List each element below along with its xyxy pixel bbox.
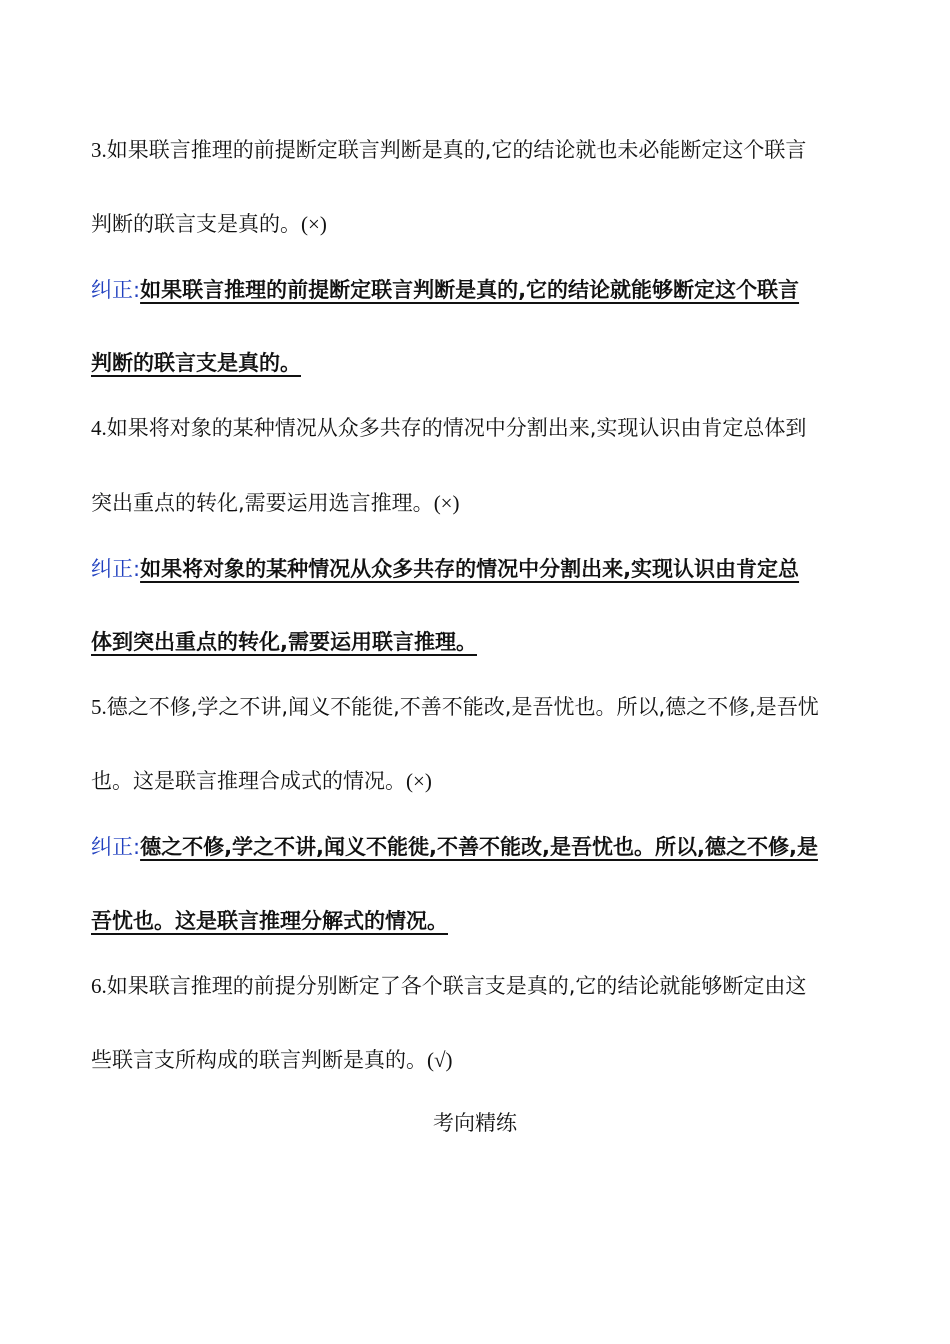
- item-4-correction-text-2: 体到突出重点的转化,需要运用联言推理。: [91, 630, 477, 654]
- item-3-line-2: [91, 210, 327, 238]
- item-4-text-1: 如果将对象的某种情况从众多共存的情况中分割出来,实现认识由肯定总体到: [106, 416, 807, 440]
- item-5-correction-line-1: [91, 833, 818, 861]
- item-6-mark: (√): [427, 1048, 453, 1072]
- item-3-mark: (×): [301, 212, 327, 236]
- item-6-text-2: 些联言支所构成的联言判断是真的。: [91, 1048, 427, 1072]
- item-4-line-1: [91, 414, 806, 442]
- item-4-text-2: 突出重点的转化,需要运用选言推理。: [91, 491, 434, 515]
- item-4-correction-line-1: [91, 555, 799, 583]
- item-3-line-1: [91, 136, 806, 164]
- item-4-correction-label: 纠正:: [91, 557, 141, 581]
- item-3-correction-label: 纠正:: [91, 278, 141, 302]
- item-3-correction-text-2: 判断的联言支是真的。: [91, 351, 301, 375]
- item-5-correction-line-2: [91, 907, 448, 935]
- item-6-text-1: 如果联言推理的前提分别断定了各个联言支是真的,它的结论就能够断定由这: [106, 974, 807, 998]
- item-3-correction-line-2: [91, 349, 301, 377]
- item-3-text-2: 判断的联言支是真的。: [91, 212, 301, 236]
- item-4-number: 4.: [91, 416, 107, 440]
- item-5-text-1: 德之不修,学之不讲,闻义不能徙,不善不能改,是吾忧也。所以,德之不修,是吾忧: [106, 695, 819, 719]
- item-6-number: 6.: [91, 974, 107, 998]
- item-3-correction-text-1: 如果联言推理的前提断定联言判断是真的,它的结论就能够断定这个联言: [140, 278, 800, 302]
- section-heading: 考向精练: [433, 1111, 517, 1135]
- item-5-mark: (×): [406, 769, 432, 793]
- item-4-mark: (×): [433, 491, 460, 515]
- item-4-correction-text-1: 如果将对象的某种情况从众多共存的情况中分割出来,实现认识由肯定总: [140, 557, 800, 581]
- item-3-text-1: 如果联言推理的前提断定联言判断是真的,它的结论就也未必能断定这个联言: [106, 138, 807, 162]
- item-4-correction-line-2: [91, 628, 477, 656]
- item-5-correction-label: 纠正:: [91, 835, 141, 859]
- item-3-correction-line-1: [91, 276, 799, 304]
- item-5-correction-text-2: 吾忧也。这是联言推理分解式的情况。: [91, 909, 448, 933]
- item-5-line-1: [91, 693, 819, 721]
- item-6-line-2: [91, 1046, 453, 1074]
- item-5-text-2: 也。这是联言推理合成式的情况。: [91, 769, 406, 793]
- item-6-line-1: [91, 972, 806, 1000]
- item-5-correction-text-1: 德之不修,学之不讲,闻义不能徙,不善不能改,是吾忧也。所以,德之不修,是: [140, 835, 818, 859]
- item-4-line-2: [91, 489, 460, 517]
- item-5-line-2: [91, 767, 432, 795]
- item-5-number: 5.: [91, 695, 107, 719]
- item-3-number: 3.: [91, 138, 107, 162]
